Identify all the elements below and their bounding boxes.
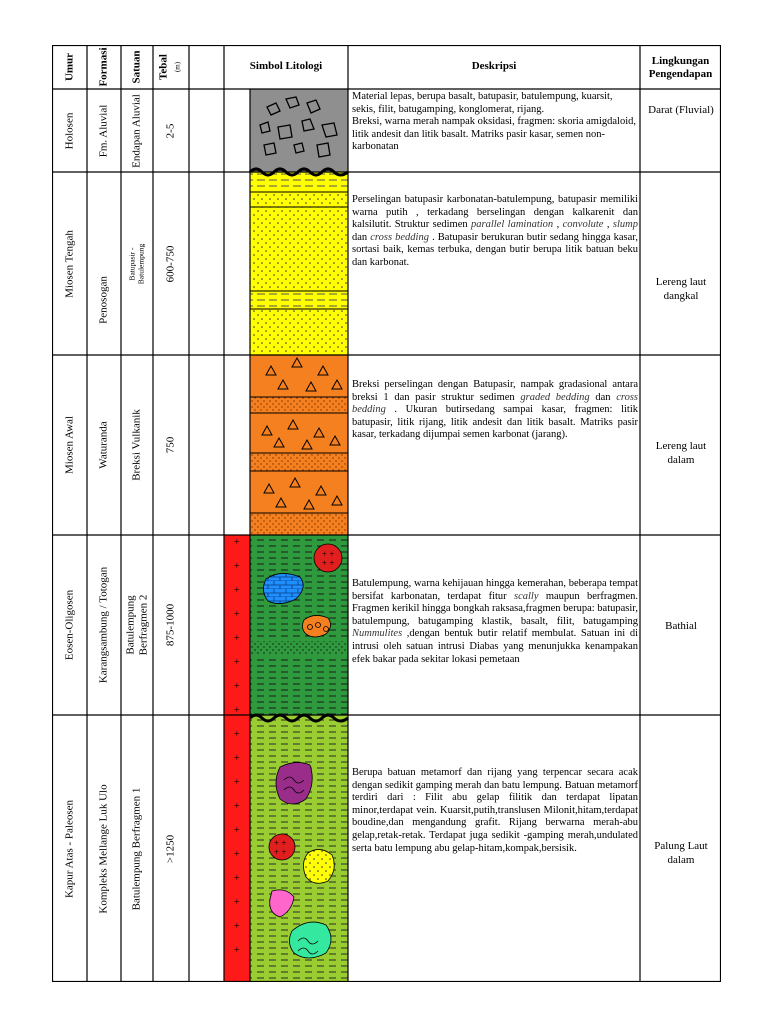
header-formasi: Formasi: [97, 47, 110, 87]
intrusion-plus-mark: +: [234, 753, 240, 764]
header-lingkungan: Lingkungan Pengendapan: [648, 55, 713, 81]
row-deskripsi: [352, 91, 638, 154]
desc-part: slump: [612, 219, 639, 231]
row-tebal: 875-1000: [164, 603, 177, 647]
row-formasi: Waturanda: [97, 421, 110, 469]
desc-part: . Batupasir berukuran butir sedang hingga kasar, sortasi baik, kemas terbuka, dengan butir berupa litik batuan beku dan karbonat.: [352, 231, 638, 268]
row-formasi: Kompleks Mellange Luk Ulo: [97, 783, 110, 914]
row-formasi: Penosogan: [97, 276, 110, 324]
row-deskripsi: [352, 379, 638, 442]
desc-part: ,dengan bentuk butir relatif membulat. Satuan ini di intrusi oleh satuan intrusi Diabas yang menunjukka kenampakan efek bakar pada sekitar lokasi pemetaan: [352, 628, 638, 665]
desc-part: parallel lamination: [471, 219, 554, 231]
desc-part: cross bedding: [352, 391, 638, 416]
desc-part: Breksi, warna merah nampak oksidasi, fragmen: skoria amigdaloid, litik andesit dan litik basalt. Matriks pasir kasar, semen non-karbonatan: [352, 116, 637, 153]
desc-part: scally: [513, 590, 539, 602]
row-tebal: 750: [164, 436, 177, 454]
intrusion-plus-mark: +: [234, 897, 240, 908]
desc-part: . Ukuran butirsedang sampai kasar, fragmen: litik batupasir, litik rijang, litik andesit dan litik basalt. Matriks pasir kasar, terkadang dijumpai semen karbonat (jarang).: [352, 404, 638, 441]
intrusion-plus-mark: +: [234, 657, 240, 668]
intrusion-plus-mark: +: [234, 561, 240, 572]
row-lingkungan: Darat (Fluvial): [648, 104, 714, 116]
svg-text:+ +: + +: [274, 847, 287, 857]
intrusion-plus-mark: +: [234, 801, 240, 812]
stratigraphy-table: [52, 45, 721, 982]
desc-part: Batulempung, warna kehijauan hingga kemerahan, beberapa tempat bersifat karbonatan, terdapat fitur: [352, 578, 638, 602]
row-satuan: Batulempung Berfragmen 1: [130, 787, 143, 910]
row-umur: Miosen Tengah: [63, 229, 76, 298]
row-umur: Miosen Awal: [63, 416, 76, 474]
row-satuan: Batupasir - Batulempung: [127, 243, 145, 284]
desc-part: cross bedding: [370, 231, 429, 243]
row-deskripsi: [352, 578, 638, 666]
intrusion-plus-mark: +: [234, 633, 240, 644]
desc-part: ,: [553, 219, 563, 231]
desc-part: Nummulites: [352, 628, 403, 640]
svg-text:+ +: + +: [322, 558, 335, 568]
desc-part: graded bedding: [520, 391, 590, 403]
intrusion-plus-mark: +: [234, 849, 240, 860]
intrusion-plus-mark: +: [234, 945, 240, 956]
header-simbol: Simbol Litologi: [249, 60, 323, 72]
row-lingkungan: Bathial: [665, 620, 697, 632]
desc-part: ,: [603, 219, 613, 231]
row-lingkungan: Palung Laut dalam: [654, 840, 708, 867]
row-formasi: Fm. Aluvial: [97, 104, 110, 157]
row-umur: Holosen: [63, 112, 76, 149]
intrusion-plus-mark: +: [234, 873, 240, 884]
row-tebal: 2-5: [164, 123, 177, 138]
row-satuan: Breksi Vulkanik: [130, 409, 143, 481]
desc-part: convolute: [562, 219, 604, 231]
desc-part: dan: [352, 231, 371, 243]
svg-text:+ +: + +: [322, 549, 335, 559]
intrusion-plus-mark: +: [234, 921, 240, 932]
svg-text:+ +: + +: [274, 838, 287, 848]
row-umur: Eosen-Oligosen: [63, 589, 76, 661]
header-tebal: Tebal: [156, 54, 169, 80]
header-satuan: Satuan: [130, 50, 143, 84]
row-formasi: Karangsambung / Totogan: [97, 566, 110, 684]
intrusion-plus-mark: +: [234, 537, 240, 548]
row-deskripsi: Berupa batuan metamorf dan rijang yang terpencar secara acak dengan sedikit gamping merah dan batu lempung. Batuan metamorf terdiri dari : Filit abu gelap filitik dan terdapat lipatan minor,terdapat vein. Kuarsit,putih,translusen Milonit,hitam,terdapat boudine,dan mengandung grafit. Rijang berwarna merah-abu gelap,retak-retak. Terdapat juga sedikit -gamping merah,undulated serta batu lempung abu gelap-hitam,kompak,bersisik.: [352, 767, 638, 854]
intrusion-plus-mark: +: [234, 705, 240, 716]
intrusion-plus-mark: +: [234, 825, 240, 836]
intrusion-plus-mark: +: [234, 777, 240, 788]
row-lingkungan: Lereng laut dalam: [655, 440, 707, 467]
header-umur: Umur: [63, 52, 76, 82]
header-tebal-unit: (m): [172, 61, 181, 73]
intrusion-plus-mark: +: [234, 729, 240, 740]
desc-part: dan: [589, 391, 617, 403]
desc-part: Perselingan batupasir karbonatan-batulempung, batupasir memiliki warna putih , terkadang berselingan dengan kalkarenit dan kalsilutit. Struktur sedimen: [352, 194, 638, 231]
intrusion-plus-mark: +: [234, 585, 240, 596]
alluvium-layer: [250, 89, 348, 172]
row-umur: Kapur Atas - Paleosen: [63, 799, 76, 898]
row-satuan: Batulempung Berfragmen 2: [124, 594, 149, 656]
header-deskripsi: Deskripsi: [471, 60, 517, 72]
row-tebal: 600-750: [164, 245, 177, 282]
row-lingkungan: Lereng laut dangkal: [655, 276, 707, 303]
row-deskripsi: [352, 194, 638, 270]
desc-part: Breksi perselingan dengan Batupasir, nampak gradasional antara breksi 1 dan pasir struktur sedimen: [352, 379, 638, 403]
intrusion-plus-mark: +: [234, 681, 240, 692]
intrusion-plus-mark: +: [234, 609, 240, 620]
desc-part: Material lepas, berupa basalt, batupasir, batulempung, kuarsit, sekis, filit, batugamping, konglomerat, rijang.: [352, 91, 613, 115]
row-satuan: Endapan Aluvial: [130, 93, 143, 168]
row-tebal: >1250: [164, 834, 177, 863]
desc-part: maupun berfragmen. Fragmen kerikil hingga bongkah raksasa,fragmen berupa: batupasir, batulempung, batugamping klastik, basalt, filit, batugamping: [352, 590, 638, 627]
